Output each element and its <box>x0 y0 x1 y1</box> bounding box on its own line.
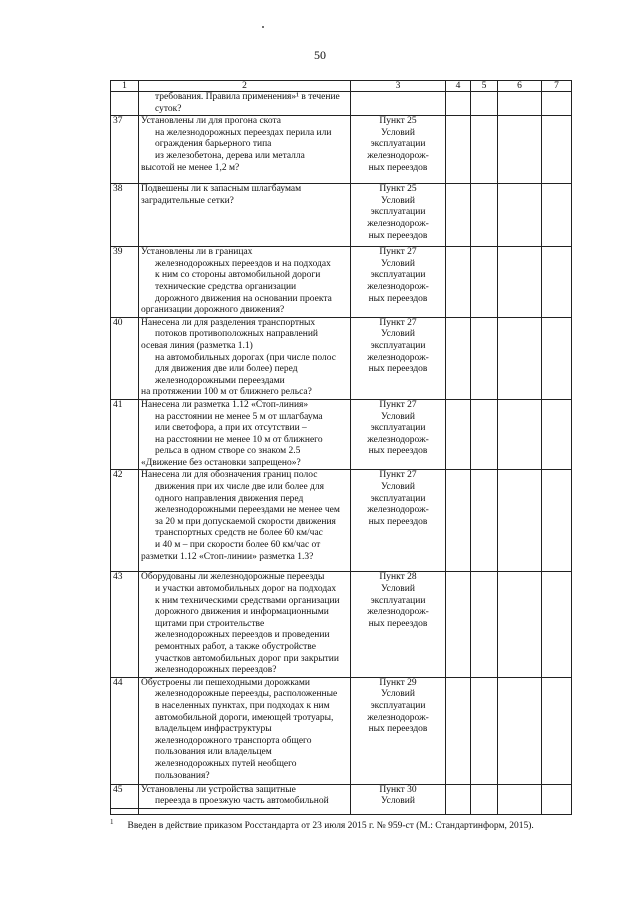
continuation-line: суток? <box>155 103 182 114</box>
footnote <box>110 818 580 831</box>
reference-line: Пункт 28 <box>379 572 417 583</box>
mark-cell <box>498 247 542 318</box>
mark-cell <box>542 677 572 784</box>
table-row <box>111 184 572 247</box>
mark-cell <box>542 784 572 814</box>
table-row <box>111 470 572 572</box>
mark-cell <box>498 399 542 470</box>
mark-cell <box>498 92 542 116</box>
reference-line: ных переездов <box>368 162 428 173</box>
row-number-cell: 37 <box>111 116 139 184</box>
question-line: железнодорожными переездами <box>155 375 285 386</box>
question-line: железнодорожного транспорта общего <box>155 735 312 746</box>
mark-cell <box>498 184 542 247</box>
question-line: железнодорожными переездами не менее чем <box>155 505 340 516</box>
header-cell: 3 <box>351 81 446 92</box>
reference-line: Пункт 27 <box>379 399 417 410</box>
mark-cell <box>471 470 498 572</box>
question-line: Обустроены ли пешеходными дорожками <box>141 677 310 688</box>
question-line: владельцем инфраструктуры <box>155 724 272 735</box>
reference-cell <box>351 677 446 784</box>
question-line: организации дорожного движения? <box>141 305 285 316</box>
header-cell: 5 <box>471 81 498 92</box>
question-line: на автомобильных дорогах (при числе полос <box>155 352 336 363</box>
reference-cell <box>351 116 446 184</box>
question-cell <box>139 470 351 572</box>
question-line: и 40 м – при скорости более 60 км/час от <box>155 540 321 551</box>
reference-cell <box>351 184 446 247</box>
table-row <box>111 677 572 784</box>
mark-cell <box>498 784 542 814</box>
question-line: и участки автомобильных дорог на подходах <box>155 584 337 595</box>
table-row <box>111 572 572 677</box>
row-number-cell: 44 <box>111 677 139 784</box>
question-cell <box>139 784 351 814</box>
question-line: «Движение без остановки запрещено»? <box>141 457 301 468</box>
question-line: на расстоянии не менее 10 м от ближнего <box>155 434 323 445</box>
table-row <box>111 317 572 399</box>
mark-cell <box>542 116 572 184</box>
reference-line: Пункт 25 <box>379 116 417 127</box>
reference-cell <box>351 572 446 677</box>
mark-cell <box>446 92 471 116</box>
reference-line: эксплуатации <box>370 595 426 606</box>
reference-line: Условий <box>381 127 415 138</box>
question-line: Установлены ли устройства защитные <box>141 784 296 795</box>
reference-line: ных переездов <box>368 446 428 457</box>
question-line: железнодорожных переездов и проведении <box>155 630 330 641</box>
question-cell <box>139 572 351 677</box>
row-number-cell: 45 <box>111 784 139 814</box>
reference-line: железнодорож- <box>367 607 429 618</box>
header-cell: 2 <box>139 81 351 92</box>
scan-dot <box>262 26 264 28</box>
continuation-row <box>111 92 572 116</box>
question-line: к ним техническими средствами организации <box>155 595 340 606</box>
reference-line: Пункт 27 <box>379 247 417 258</box>
question-line: Нанесена ли для обозначения границ полос <box>141 470 318 481</box>
question-line: технические средства организации <box>155 281 297 292</box>
question-line: дорожного движения на основании проекта <box>155 293 332 304</box>
reference-line: эксплуатации <box>370 207 426 218</box>
mark-cell <box>446 399 471 470</box>
question-line: Оборудованы ли железнодорожные переезды <box>141 572 325 583</box>
mark-cell <box>542 317 572 399</box>
mark-cell <box>471 677 498 784</box>
question-cell <box>139 247 351 318</box>
reference-cell <box>351 399 446 470</box>
reference-cell <box>351 784 446 814</box>
mark-cell <box>498 116 542 184</box>
mark-cell <box>446 317 471 399</box>
question-line: ограждения барьерного типа <box>155 139 272 150</box>
reference-line: Условий <box>381 195 415 206</box>
reference-line: Пункт 27 <box>379 470 417 481</box>
page-number: 50 <box>314 48 326 62</box>
question-line: пользования или владельцем <box>155 747 272 758</box>
question-line: одного направления движения перед <box>155 493 304 504</box>
reference-line: Условий <box>381 258 415 269</box>
reference-line: железнодорож- <box>367 150 429 161</box>
question-line: к ним со стороны автомобильной дороги <box>155 270 321 281</box>
mark-cell <box>446 572 471 677</box>
mark-cell <box>542 184 572 247</box>
mark-cell <box>498 317 542 399</box>
mark-cell <box>446 247 471 318</box>
row-number-cell: 38 <box>111 184 139 247</box>
header-row <box>111 81 572 92</box>
mark-cell <box>542 572 572 677</box>
reference-line: Пункт 29 <box>379 677 417 688</box>
reference-line: Условий <box>381 329 415 340</box>
mark-cell <box>471 116 498 184</box>
reference-line: Условий <box>381 689 415 700</box>
reference-line: эксплуатации <box>370 423 426 434</box>
reference-line: железнодорож- <box>367 352 429 363</box>
reference-cell <box>351 470 446 572</box>
reference-line: Пункт 25 <box>379 184 417 195</box>
mark-cell <box>471 317 498 399</box>
reference-line: Пункт 30 <box>379 784 417 795</box>
question-line: Подвешены ли к запасным шлагбаумам <box>141 184 302 195</box>
question-cell <box>139 677 351 784</box>
question-line: на железнодорожных переездах перила или <box>155 127 332 138</box>
row-number-cell: 42 <box>111 470 139 572</box>
reference-line: эксплуатации <box>370 270 426 281</box>
mark-cell <box>542 399 572 470</box>
reference-cell <box>351 247 446 318</box>
reference-line: эксплуатации <box>370 139 426 150</box>
checklist-table <box>110 80 572 815</box>
question-line: заградительные сетки? <box>141 195 234 206</box>
question-line: железнодорожных переездов? <box>155 665 277 676</box>
question-cell <box>139 116 351 184</box>
mark-cell <box>471 247 498 318</box>
question-line: автомобильной дороги, имеющей тротуары, <box>155 712 334 723</box>
table-row <box>111 784 572 814</box>
reference-line: ных переездов <box>368 724 428 735</box>
mark-cell <box>446 677 471 784</box>
reference-line: Пункт 27 <box>379 317 417 328</box>
mark-cell <box>542 92 572 116</box>
question-line: Установлены ли в границах <box>141 247 253 258</box>
question-line: железнодорожных переездов и на подходах <box>155 258 331 269</box>
question-line: высотой не менее 1,2 м? <box>141 162 240 173</box>
question-line: железнодорожных путей необщего <box>155 758 297 769</box>
row-number-cell: 43 <box>111 572 139 677</box>
mark-cell <box>498 677 542 784</box>
mark-cell <box>471 784 498 814</box>
question-line: движения при их числе две или более для <box>155 482 324 493</box>
reference-line: железнодорож- <box>367 434 429 445</box>
reference-line: эксплуатации <box>370 493 426 504</box>
question-cell <box>139 317 351 399</box>
row-number-cell: 41 <box>111 399 139 470</box>
question-line: Нанесена ли разметка 1.12 «Стоп-линия» <box>141 399 309 410</box>
footnote-separator <box>110 808 280 809</box>
question-line: железнодорожные переезды, расположенные <box>155 689 338 700</box>
reference-line: эксплуатации <box>370 701 426 711</box>
mark-cell <box>498 572 542 677</box>
question-line: потоков противоположных направлений <box>155 329 319 340</box>
mark-cell <box>446 116 471 184</box>
row-number-cell: 39 <box>111 247 139 318</box>
reference-line: железнодорож- <box>367 281 429 292</box>
reference-line: ных переездов <box>368 230 428 241</box>
mark-cell <box>471 399 498 470</box>
continuation-text-cell <box>139 92 351 116</box>
mark-cell <box>446 784 471 814</box>
reference-line: железнодорож- <box>367 505 429 516</box>
question-line: транспортных средств не более 60 км/час <box>155 528 323 539</box>
question-cell <box>139 184 351 247</box>
question-line: Нанесена ли для разделения транспортных <box>141 317 316 328</box>
mark-cell <box>446 184 471 247</box>
header-cell: 1 <box>111 81 139 92</box>
header-cell: 7 <box>542 81 572 92</box>
question-cell <box>139 399 351 470</box>
table-row <box>111 116 572 184</box>
question-line: дорожного движения и информационными <box>155 607 329 618</box>
question-line: осевая линия (разметка 1.1) <box>141 340 253 351</box>
mark-cell <box>471 572 498 677</box>
reference-line: эксплуатации <box>370 340 426 351</box>
question-line: или светофора, а при их отсутствии – <box>155 423 307 434</box>
reference-line: Условий <box>381 796 415 807</box>
question-line: на расстоянии не менее 5 м от шлагбаума <box>155 411 323 422</box>
table-row <box>111 399 572 470</box>
question-line: в населенных пунктах, при подходах к ним <box>155 701 330 711</box>
mark-cell <box>498 470 542 572</box>
continuation-line: требования. Правила применения»¹ в течение <box>155 92 340 102</box>
mark-cell <box>471 184 498 247</box>
mark-cell <box>471 92 498 116</box>
footnote-text: Введен в действие приказом Росстандарта от 23 июля 2015 г. № 959-ст (М.: Стандартинформ, 2015). <box>127 821 534 832</box>
reference-line: Условий <box>381 584 415 595</box>
reference-cell <box>351 317 446 399</box>
reference-line: железнодорож- <box>367 218 429 229</box>
question-line: на протяжении 100 м от ближнего рельса? <box>141 387 312 398</box>
reference-cell <box>351 92 446 116</box>
question-line: рельса в одном створе со знаком 2.5 <box>155 446 301 457</box>
question-line: ремонтных работ, а также обустройстве <box>155 642 316 653</box>
footnote-mark: 1 <box>110 818 114 826</box>
question-line: для движения две или более) перед <box>155 364 298 375</box>
reference-line: железнодорож- <box>367 712 429 723</box>
question-line: щитами при строительстве <box>155 618 265 629</box>
mark-cell <box>542 470 572 572</box>
header-cell: 6 <box>498 81 542 92</box>
question-line: Установлены ли для прогона скота <box>141 116 281 127</box>
reference-line: ных переездов <box>368 618 428 629</box>
question-line: пользования? <box>155 770 210 781</box>
mark-cell <box>446 470 471 572</box>
reference-line: ных переездов <box>368 364 428 375</box>
question-line: разметки 1.12 «Стоп-линии» разметка 1.3? <box>141 551 314 562</box>
reference-line: Условий <box>381 482 415 493</box>
reference-line: Условий <box>381 411 415 422</box>
question-line: из железобетона, дерева или металла <box>155 150 305 161</box>
reference-line: ных переездов <box>368 516 428 527</box>
mark-cell <box>542 247 572 318</box>
reference-line: ных переездов <box>368 293 428 304</box>
row-number-cell: 40 <box>111 317 139 399</box>
question-line: участков автомобильных дорог при закрытии <box>155 653 339 664</box>
question-line: переезда в проезжую часть автомобильной <box>155 796 329 807</box>
question-line: за 20 м при допускаемой скорости движения <box>155 516 336 527</box>
row-number-cell <box>111 92 139 116</box>
table-row <box>111 247 572 318</box>
header-cell: 4 <box>446 81 471 92</box>
